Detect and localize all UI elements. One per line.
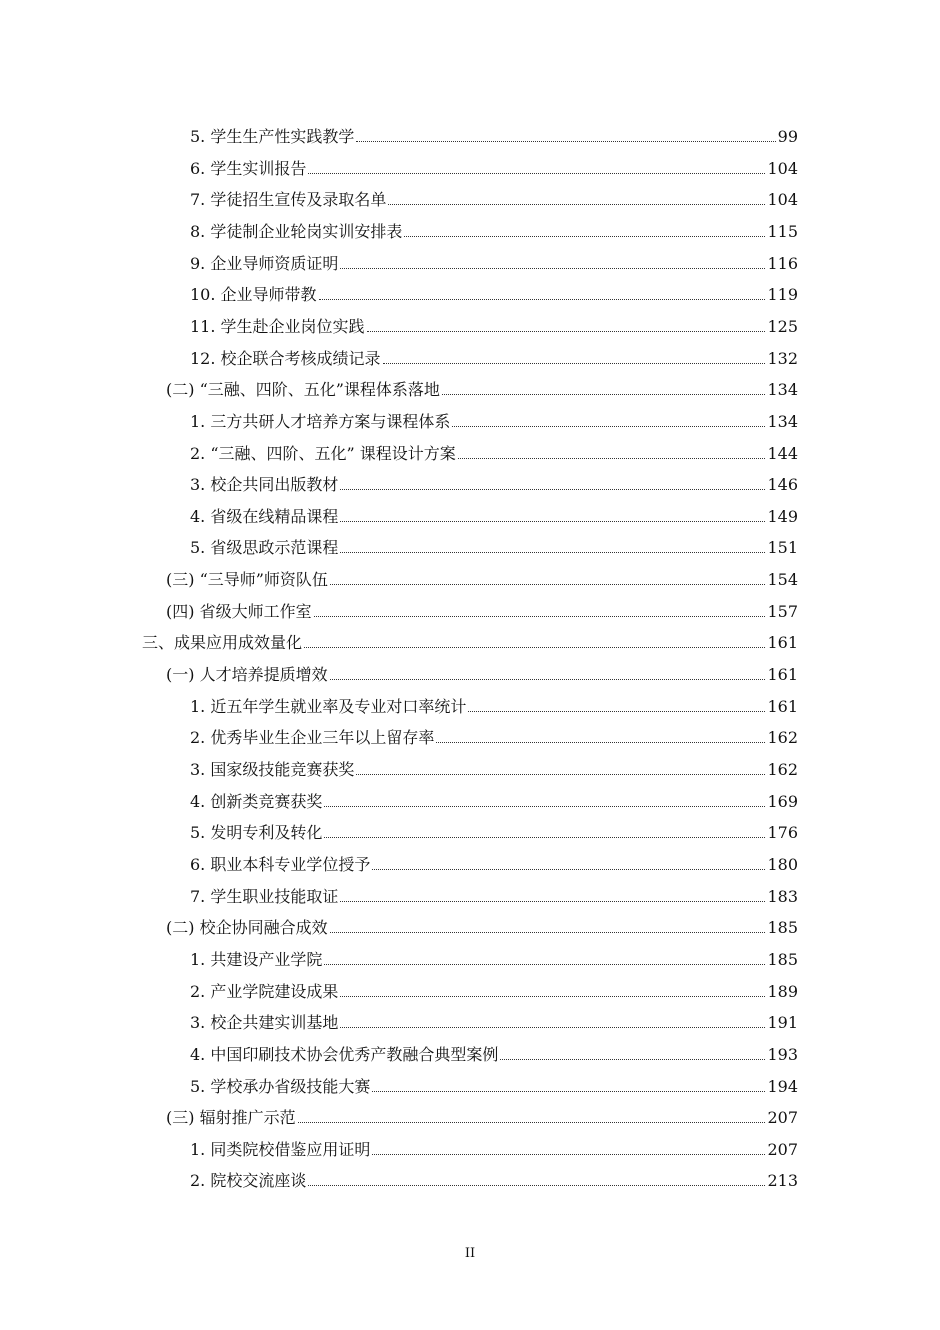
toc-entry[interactable]	[190, 432, 798, 464]
toc-entry[interactable]	[190, 526, 798, 558]
toc-entry[interactable]	[190, 115, 798, 147]
toc-entry-page: 104	[767, 158, 798, 178]
toc-entry-title: 2. 产业学院建设成果	[190, 981, 339, 1001]
toc-entry-title: 7. 学生职业技能取证	[190, 886, 339, 906]
toc-dot-leader	[304, 647, 765, 648]
toc-entry-page: 115	[767, 221, 798, 241]
page-number: II	[464, 1246, 476, 1261]
toc-dot-leader	[330, 932, 766, 933]
toc-entry-title: (三) “三导师”师资队伍	[166, 570, 328, 590]
toc-entry-title: 12. 校企联合考核成绩记录	[190, 348, 381, 368]
toc-entry[interactable]	[190, 147, 798, 179]
toc-entry-page: 183	[767, 886, 798, 906]
toc-entry-page: 161	[767, 665, 798, 685]
toc-entry[interactable]	[190, 463, 798, 495]
toc-entry[interactable]	[190, 400, 798, 432]
toc-entry[interactable]	[190, 938, 798, 970]
toc-entry-page: 144	[767, 443, 798, 463]
toc-dot-leader	[388, 204, 765, 205]
toc-dot-leader	[404, 236, 765, 237]
toc-entry-page: 176	[767, 823, 798, 843]
toc-entry-title: 4. 中国印刷技术协会优秀产教融合典型案例	[190, 1044, 499, 1064]
toc-entry[interactable]	[190, 780, 798, 812]
toc-dot-leader	[319, 299, 766, 300]
toc-dot-leader	[330, 584, 766, 585]
toc-entry[interactable]	[190, 875, 798, 907]
toc-entry-title: 1. 同类院校借鉴应用证明	[190, 1139, 371, 1159]
toc-entry-title: 1. 三方共研人才培养方案与课程体系	[190, 411, 451, 431]
toc-dot-leader	[324, 806, 765, 807]
toc-entry-page: 194	[767, 1076, 798, 1096]
toc-entry[interactable]	[190, 843, 798, 875]
toc-entry-page: 119	[767, 285, 798, 305]
toc-entry-title: 3. 校企共同出版教材	[190, 475, 339, 495]
toc-dot-leader	[340, 1027, 765, 1028]
toc-dot-leader	[340, 521, 765, 522]
toc-entry-title: 三、成果应用成效量化	[142, 633, 303, 653]
toc-entry-page: 162	[767, 728, 798, 748]
toc-entry[interactable]	[190, 1033, 798, 1065]
toc-entry-page: 134	[767, 380, 798, 400]
toc-entry-page: 207	[767, 1139, 798, 1159]
toc-entry-page: 99	[777, 127, 798, 146]
toc-entry[interactable]	[166, 1096, 798, 1128]
toc-entry-page: 193	[767, 1044, 798, 1064]
toc-entry-page: 161	[767, 633, 798, 653]
toc-entry-page: 116	[767, 253, 798, 273]
toc-entry[interactable]	[190, 305, 798, 337]
toc-entry[interactable]	[190, 495, 798, 527]
toc-entry[interactable]	[142, 621, 798, 653]
toc-entry[interactable]	[190, 970, 798, 1002]
toc-entry-title: (二) “三融、四阶、五化”课程体系落地	[166, 380, 440, 400]
toc-dot-leader	[308, 173, 765, 174]
toc-entry-title: 10. 企业导师带教	[190, 285, 317, 305]
toc-dot-leader	[372, 1091, 765, 1092]
toc-entry-title: 3. 校企共建实训基地	[190, 1013, 339, 1033]
toc-dot-leader	[308, 1185, 765, 1186]
toc-dot-leader	[458, 458, 766, 459]
toc-dot-leader	[340, 552, 765, 553]
toc-dot-leader	[500, 1059, 765, 1060]
toc-entry-page: 132	[767, 348, 798, 368]
toc-entry-title: 2. 优秀毕业生企业三年以上留存率	[190, 728, 435, 748]
toc-entry-title: 3. 国家级技能竞赛获奖	[190, 760, 355, 779]
toc-entry[interactable]	[190, 273, 798, 305]
toc-entry[interactable]	[166, 906, 798, 938]
toc-entry[interactable]	[190, 178, 798, 210]
toc-entry[interactable]	[166, 590, 798, 622]
toc-dot-leader	[383, 363, 766, 364]
toc-entry-page: 185	[767, 918, 798, 938]
toc-entry-title: 2. 院校交流座谈	[190, 1171, 307, 1191]
toc-dot-leader	[356, 141, 775, 142]
toc-dot-leader	[468, 711, 765, 712]
toc-entry-page: 189	[767, 981, 798, 1001]
toc-entry-title: 1. 共建设产业学院	[190, 949, 323, 969]
toc-dot-leader	[367, 331, 766, 332]
toc-dot-leader	[436, 742, 765, 743]
toc-entry-title: 8. 学徒制企业轮岗实训安排表	[190, 221, 403, 241]
toc-entry[interactable]	[190, 242, 798, 274]
toc-entry-page: 125	[767, 316, 798, 336]
toc-entry-title: 5. 省级思政示范课程	[190, 538, 339, 558]
toc-entry[interactable]	[190, 1065, 798, 1097]
toc-entry[interactable]	[190, 685, 798, 717]
toc-dot-leader	[452, 426, 765, 427]
toc-entry-page: 134	[767, 411, 798, 431]
toc-entry-page: 151	[767, 538, 798, 558]
toc-entry-page: 213	[767, 1171, 798, 1191]
toc-entry-title: 6. 职业本科专业学位授予	[190, 854, 371, 874]
toc-entry-title: 9. 企业导师资质证明	[190, 253, 339, 273]
toc-entry[interactable]	[190, 1159, 798, 1191]
toc-entry[interactable]	[190, 1001, 798, 1033]
toc-dot-leader	[372, 869, 765, 870]
toc-entry[interactable]	[166, 653, 798, 685]
toc-entry[interactable]	[190, 811, 798, 843]
toc-entry-title: 11. 学生赴企业岗位实践	[190, 316, 365, 336]
toc-entry-page: 104	[767, 190, 798, 210]
toc-entry-title: 4. 创新类竞赛获奖	[190, 791, 323, 811]
toc-dot-leader	[340, 268, 765, 269]
toc-dot-leader	[356, 774, 765, 775]
toc-dot-leader	[442, 394, 766, 395]
toc-dot-leader	[298, 1122, 766, 1123]
toc-entry-title: 2. “三融、四阶、五化” 课程设计方案	[190, 443, 456, 463]
toc-entry-title: 5. 学校承办省级技能大赛	[190, 1076, 371, 1096]
toc-entry-page: 191	[767, 1013, 798, 1033]
toc-dot-leader	[372, 1154, 765, 1155]
toc-entry-page: 207	[767, 1108, 798, 1128]
toc-entry-page: 161	[767, 696, 798, 716]
toc-dot-leader	[340, 996, 765, 997]
toc-entry[interactable]	[166, 558, 798, 590]
toc-entry-page: 162	[767, 760, 798, 779]
toc-entry-page: 154	[767, 570, 798, 590]
toc-entry[interactable]	[190, 1128, 798, 1160]
toc-dot-leader	[340, 489, 765, 490]
toc-entry-page: 146	[767, 475, 798, 495]
toc-entry[interactable]	[166, 368, 798, 400]
toc-entry-title: 1. 近五年学生就业率及专业对口率统计	[190, 696, 467, 716]
toc-entry[interactable]	[190, 716, 798, 748]
toc-entry[interactable]	[190, 337, 798, 369]
toc-entry[interactable]	[190, 210, 798, 242]
toc-entry-title: (三) 辐射推广示范	[166, 1108, 296, 1128]
toc-entry-page: 185	[767, 949, 798, 969]
toc-entry[interactable]	[190, 748, 798, 780]
toc-entry-page: 169	[767, 791, 798, 811]
toc-dot-leader	[314, 616, 766, 617]
toc-entry-title: (一) 人才培养提质增效	[166, 665, 328, 685]
toc-dot-leader	[324, 964, 765, 965]
toc-entry-title: 7. 学徒招生宣传及录取名单	[190, 190, 387, 210]
toc-entry-title: 6. 学生实训报告	[190, 158, 307, 178]
toc-entry-title: (二) 校企协同融合成效	[166, 918, 328, 938]
toc-entry-page: 180	[767, 854, 798, 874]
toc-entry-title: (四) 省级大师工作室	[166, 601, 312, 621]
toc-entry-page: 149	[767, 506, 798, 526]
toc-dot-leader	[340, 901, 765, 902]
toc-entry-title: 5. 发明专利及转化	[190, 823, 323, 843]
toc-dot-leader	[330, 679, 766, 680]
toc-entry-title: 4. 省级在线精品课程	[190, 506, 339, 526]
toc-entry-title: 5. 学生生产性实践教学	[190, 127, 355, 146]
toc-entry-page: 157	[767, 601, 798, 621]
toc-dot-leader	[324, 837, 765, 838]
